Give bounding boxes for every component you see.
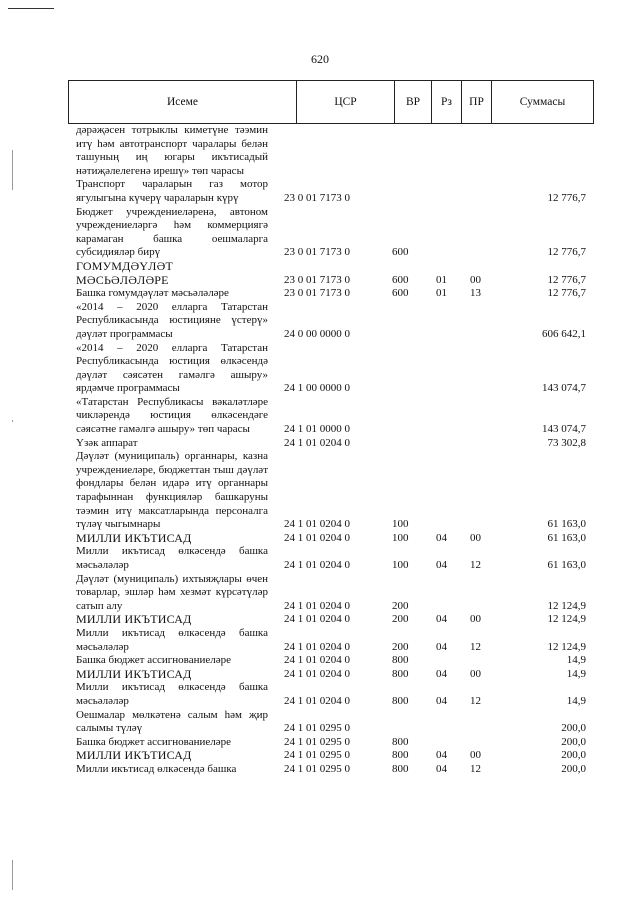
row-vr: 600 xyxy=(392,273,409,286)
table-row xyxy=(76,627,586,654)
row-pr: 00 xyxy=(470,613,481,626)
row-csr: 23 0 01 7173 0 xyxy=(284,246,350,259)
table-row xyxy=(76,668,586,682)
row-name: МИЛЛИ ИКЪТИСАД xyxy=(76,666,192,681)
margin-mark xyxy=(12,420,13,422)
row-vr: 200 xyxy=(392,599,409,612)
row-sum: 61 163,0 xyxy=(547,518,586,531)
row-csr: 24 1 01 0204 0 xyxy=(284,613,350,626)
row-vr: 600 xyxy=(392,246,409,259)
row-vr: 100 xyxy=(392,559,409,571)
row-csr: 23 0 01 7173 0 xyxy=(284,287,350,300)
row-sum: 143 074,7 xyxy=(542,423,586,436)
table-row xyxy=(76,736,586,750)
row-name: Дәүләт (муниципаль) ихтыяҗлары өчен товарлар, эшләр һәм хезмәт күрсәтүләр сатып алу xyxy=(76,572,268,612)
row-csr: 24 1 01 0204 0 xyxy=(284,531,350,544)
page-number: 620 xyxy=(311,52,329,66)
row-sum: 12 124,9 xyxy=(547,599,586,612)
row-sum: 12 776,7 xyxy=(547,287,586,300)
row-vr: 200 xyxy=(392,640,409,653)
row-csr: 24 0 00 0000 0 xyxy=(284,327,350,340)
header-name: Исеме xyxy=(69,81,297,123)
row-name: Милли икътисад өлкәсендә башка мәсьәләләр xyxy=(76,545,268,571)
row-rz: 04 xyxy=(436,694,447,707)
row-sum: 606 642,1 xyxy=(542,327,586,340)
row-name: «2014 – 2020 елларга Татарстан Республикасында юстицияне үстерү» дәүләт программасы xyxy=(76,300,268,340)
row-csr: 24 1 01 0204 0 xyxy=(284,559,350,571)
row-vr: 800 xyxy=(392,762,409,775)
header-pr: ПР xyxy=(462,81,492,123)
row-name: МИЛЛИ ИКЪТИСАД xyxy=(76,612,192,627)
row-name: Башка бюджет ассигнованиеләре xyxy=(76,654,231,667)
table-row xyxy=(76,342,586,396)
row-name: ГОМУМДӘҮЛӘТ МӘСЬӘЛӘЛӘРЕ xyxy=(76,258,173,287)
row-name: Башка гомумдәүләт мәсьәләләре xyxy=(76,287,229,300)
row-pr: 00 xyxy=(470,531,481,544)
table-row xyxy=(76,545,586,572)
row-sum: 143 074,7 xyxy=(542,382,586,395)
table-row xyxy=(76,749,586,763)
row-rz: 04 xyxy=(436,640,447,653)
row-sum: 73 302,8 xyxy=(547,436,586,449)
table-row xyxy=(76,613,586,627)
row-csr: 24 1 01 0204 0 xyxy=(284,436,350,449)
row-vr: 800 xyxy=(392,735,409,748)
row-sum: 12 124,9 xyxy=(547,613,586,626)
row-rz: 04 xyxy=(436,749,447,762)
row-sum: 14,9 xyxy=(566,667,586,680)
row-sum: 12 776,7 xyxy=(547,191,586,204)
row-name: дәрәҗәсен тотрыклы киметүне тәэмин итү һәм автотранспорт чаралары белән ташуның иң югары икътисадый нәтиҗәлелегенә ирешү» төп чарасы xyxy=(76,124,268,177)
table-row xyxy=(76,301,586,342)
table-row xyxy=(76,124,586,178)
table-row xyxy=(76,437,586,451)
row-csr: 24 1 01 0295 0 xyxy=(284,749,350,762)
row-csr: 24 1 01 0204 0 xyxy=(284,654,350,667)
row-rz: 04 xyxy=(436,531,447,544)
table-row xyxy=(76,532,586,546)
header-csr: ЦСР xyxy=(297,81,395,123)
row-vr: 100 xyxy=(392,531,409,544)
row-csr: 24 1 00 0000 0 xyxy=(284,382,350,395)
row-sum: 12 776,7 xyxy=(547,246,586,259)
row-sum: 200,0 xyxy=(561,722,586,735)
row-rz: 04 xyxy=(436,613,447,626)
row-rz: 01 xyxy=(436,287,447,300)
row-sum: 12 776,7 xyxy=(547,273,586,286)
row-sum: 14,9 xyxy=(566,654,586,667)
row-name: Оешмалар мөлкәтенә салым һәм җир салымы түләү xyxy=(76,708,268,735)
table-row xyxy=(76,260,586,287)
row-name: Милли икътисад өлкәсендә башка мәсьәләләр xyxy=(76,626,268,653)
row-csr: 23 0 01 7173 0 xyxy=(284,191,350,204)
row-vr: 200 xyxy=(392,613,409,626)
row-name: Милли икътисад өлкәсендә башка мәсьәләләр xyxy=(76,681,268,707)
row-name: Дәүләт (муниципаль) органнары, казна учреждениеләре, бюджеттан тыш дәүләт фондлары белән идарә итү органнары тарафыннан функцияләр башкаруны тәэмин итү максатларында персоналга түләү чыгымнары xyxy=(76,450,268,531)
margin-mark xyxy=(12,150,13,190)
row-pr: 00 xyxy=(470,667,481,680)
row-csr: 24 1 01 0204 0 xyxy=(284,518,350,531)
header-vr: ВР xyxy=(395,81,432,123)
table-header xyxy=(68,80,594,124)
row-csr: 24 1 01 0295 0 xyxy=(284,735,350,748)
row-name: Бюджет учреждениеләренә, автоном учреждениеләргә һәм коммерциягә карамаган башка оешмаларга субсидияләр бирү xyxy=(76,205,268,259)
table-row xyxy=(76,206,586,260)
row-vr: 800 xyxy=(392,654,409,667)
table-row xyxy=(76,287,586,301)
row-vr: 800 xyxy=(392,667,409,680)
row-vr: 100 xyxy=(392,518,409,531)
row-csr: 24 1 01 0295 0 xyxy=(284,722,350,735)
row-rz: 04 xyxy=(436,559,447,571)
table-row xyxy=(76,573,586,614)
row-vr: 800 xyxy=(392,749,409,762)
row-pr: 00 xyxy=(470,273,481,286)
row-name: Үзәк аппарат xyxy=(76,436,138,449)
row-sum: 200,0 xyxy=(561,749,586,762)
row-pr: 12 xyxy=(470,559,481,571)
row-name: Башка бюджет ассигнованиеләре xyxy=(76,735,231,748)
row-csr: 24 1 01 0204 0 xyxy=(284,694,350,707)
row-rz: 04 xyxy=(436,762,447,775)
table-row xyxy=(76,396,586,437)
header-sum: Суммасы xyxy=(519,96,566,108)
row-sum: 200,0 xyxy=(561,735,586,748)
table-row xyxy=(76,654,586,668)
row-name: «2014 – 2020 елларга Татарстан Республикасында юстиция өлкәсендә дәүләт сәясәтен гамәлгә ашыру» ярдәмче программасы xyxy=(76,341,268,395)
row-name: МИЛЛИ ИКЪТИСАД xyxy=(76,748,192,763)
table-row xyxy=(76,681,586,708)
row-csr: 24 1 01 0295 0 xyxy=(284,762,350,775)
row-name: «Татарстан Республикасы вәкаләтләре чикләрендә юстиция өлкәсендәге сәясәтне гамәлгә ашыру» төп чарасы xyxy=(76,395,268,436)
row-csr: 23 0 01 7173 0 xyxy=(284,273,350,286)
row-vr: 600 xyxy=(392,287,409,300)
row-sum: 14,9 xyxy=(566,694,586,707)
table-row xyxy=(76,178,586,205)
table-row xyxy=(76,450,586,532)
row-rz: 04 xyxy=(436,667,447,680)
row-pr: 12 xyxy=(470,694,481,707)
row-pr: 12 xyxy=(470,640,481,653)
row-sum: 61 163,0 xyxy=(547,559,586,571)
row-rz: 01 xyxy=(436,273,447,286)
row-csr: 24 1 01 0204 0 xyxy=(284,667,350,680)
row-name: МИЛЛИ ИКЪТИСАД xyxy=(76,530,192,545)
table-row xyxy=(76,763,586,777)
header-rz: Рз xyxy=(432,81,462,123)
table-row xyxy=(76,709,586,736)
margin-mark xyxy=(12,860,13,890)
row-pr: 00 xyxy=(470,749,481,762)
row-sum: 61 163,0 xyxy=(547,531,586,544)
row-csr: 24 1 01 0204 0 xyxy=(284,640,350,653)
row-vr: 800 xyxy=(392,694,409,707)
row-pr: 12 xyxy=(470,762,481,775)
row-sum: 200,0 xyxy=(561,762,586,775)
row-name: Транспорт чараларын газ мотор ягулыгына күчерү чараларын күрү xyxy=(76,178,268,204)
row-name: Милли икътисад өлкәсендә башка xyxy=(76,762,237,775)
row-csr: 24 1 01 0000 0 xyxy=(284,423,350,436)
top-rule xyxy=(8,8,54,9)
table-body xyxy=(76,124,586,777)
row-pr: 13 xyxy=(470,287,481,300)
row-csr: 24 1 01 0204 0 xyxy=(284,599,350,612)
row-sum: 12 124,9 xyxy=(547,640,586,653)
